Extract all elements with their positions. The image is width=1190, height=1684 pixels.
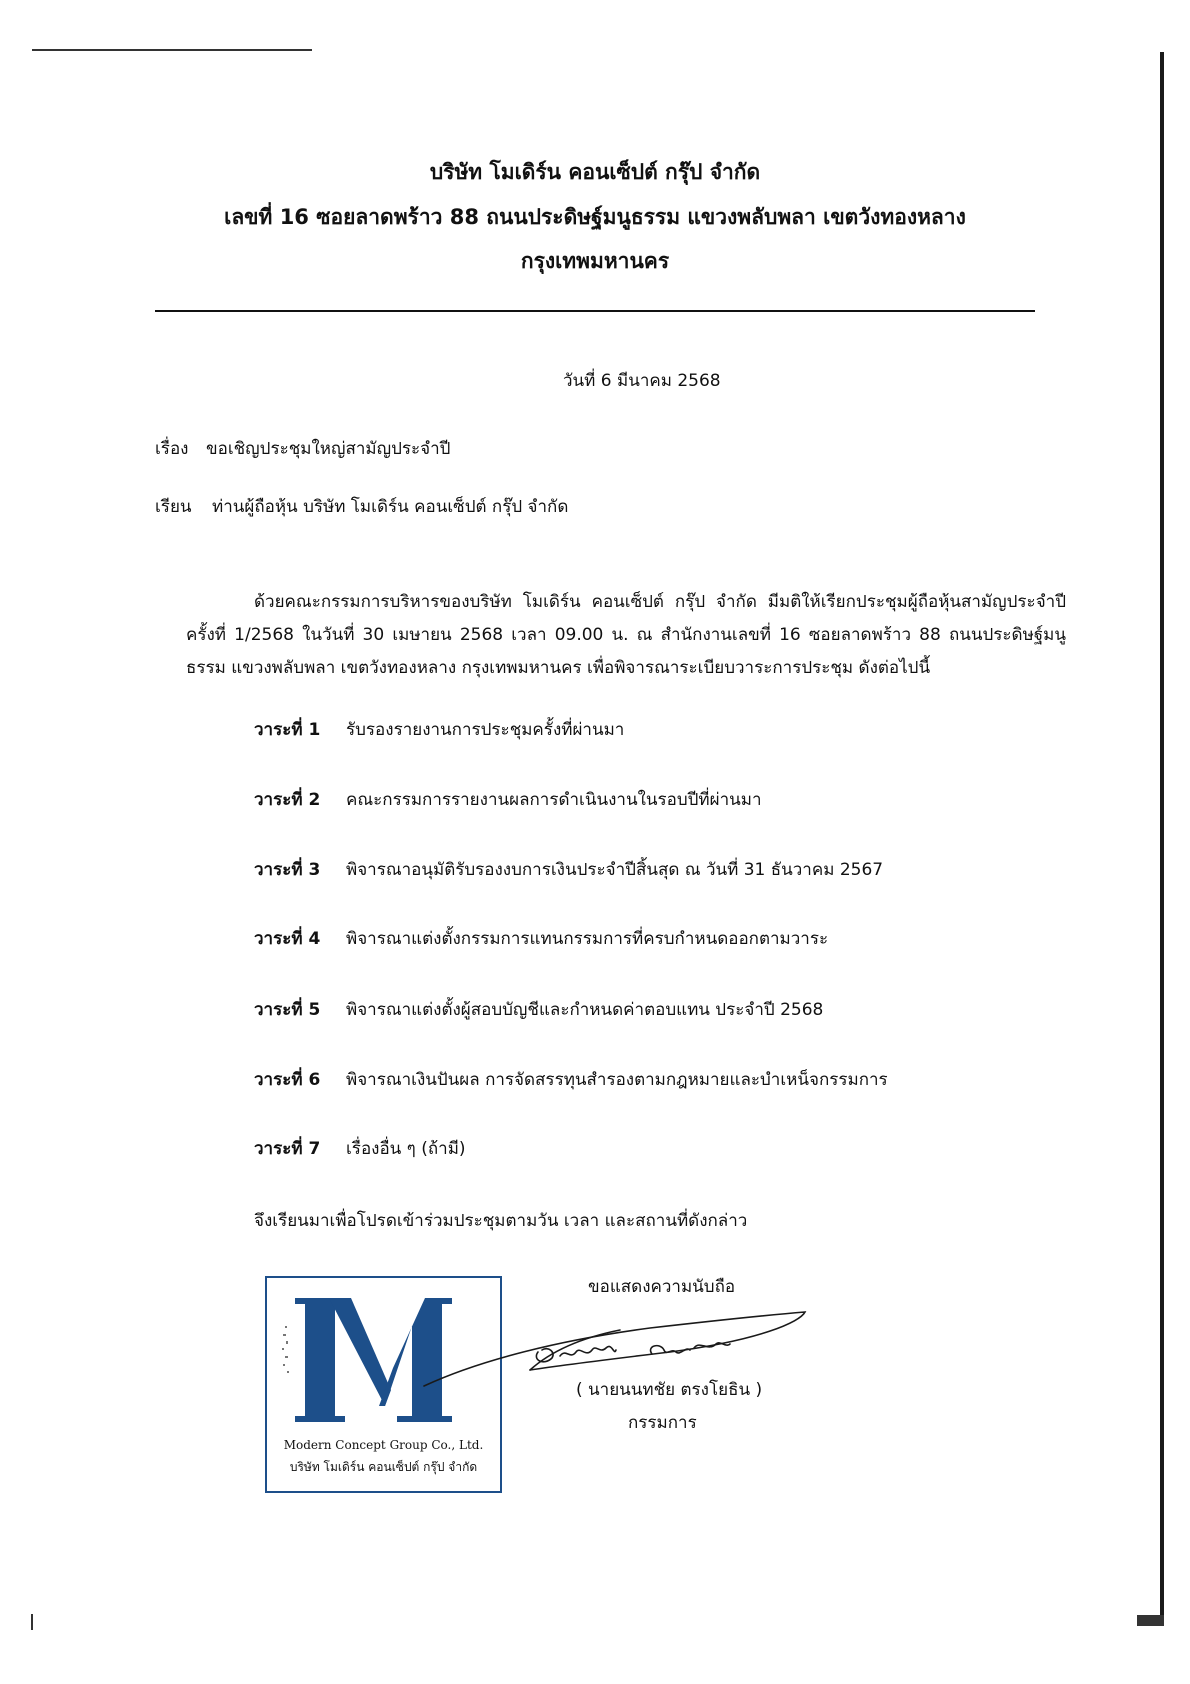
agenda-number: วาระที่ 2	[254, 790, 321, 810]
agenda-item: พิจารณาอนุมัติรับรองงบการเงินประจำปีสิ้นสุด ณ วันที่ 31 ธันวาคม 2567	[346, 860, 884, 880]
agenda-number: วาระที่ 5	[254, 1000, 321, 1020]
agenda-number: วาระที่ 6	[254, 1070, 321, 1090]
subject-label: เรื่อง	[155, 439, 189, 459]
scan-edge-mark	[31, 1614, 33, 1630]
closing-text: จึงเรียนมาเพื่อโปรดเข้าร่วมประชุมตามวัน เวลา และสถานที่ดังกล่าว	[254, 1211, 748, 1231]
company-address: เลขที่ 16 ซอยลาดพร้าว 88 ถนนประดิษฐ์มนูธรรม แขวงพลับพลา เขตวังทองหลาง	[224, 205, 966, 229]
agenda-item: พิจารณาเงินปันผล การจัดสรรทุนสำรองตามกฎหมายและบำเหน็จกรรมการ	[346, 1070, 888, 1090]
header-divider	[155, 310, 1035, 312]
agenda-item: คณะกรรมการรายงานผลการดำเนินงานในรอบปีที่ผ่านมา	[346, 790, 762, 810]
signer-title: กรรมการ	[628, 1413, 697, 1433]
company-city: กรุงเทพมหานคร	[520, 249, 670, 273]
letter-date: วันที่ 6 มีนาคม 2568	[563, 371, 721, 391]
subject-text: ขอเชิญประชุมใหญ่สามัญประจำปี	[206, 439, 451, 459]
company-name: บริษัท โมเดิร์น คอนเซ็ปต์ กรุ๊ป จำกัด	[429, 160, 761, 184]
agenda-number: วาระที่ 4	[254, 929, 321, 949]
closing-regards: ขอแสดงความนับถือ	[588, 1277, 736, 1297]
agenda-item: รับรองรายงานการประชุมครั้งที่ผ่านมา	[346, 720, 625, 740]
agenda-number: วาระที่ 7	[254, 1139, 321, 1159]
scan-edge-line	[32, 49, 312, 51]
agenda-number: วาระที่ 3	[254, 860, 321, 880]
agenda-item: พิจารณาแต่งตั้งผู้สอบบัญชีและกำหนดค่าตอบแทน ประจำปี 2568	[346, 1000, 824, 1020]
agenda-item: เรื่องอื่น ๆ (ถ้ามี)	[346, 1139, 466, 1159]
agenda-number: วาระที่ 1	[254, 720, 321, 740]
agenda-item: พิจารณาแต่งตั้งกรรมการแทนกรรมการที่ครบกำหนดออกตามวาระ	[346, 929, 829, 949]
seal-name-th: บริษัท โมเดิร์น คอนเซ็ปต์ กรุ๊ป จำกัด	[289, 1460, 478, 1474]
recipient-label: เรียน	[155, 497, 192, 517]
body-paragraph: ด้วยคณะกรรมการบริหารของบริษัท โมเดิร์น คอนเซ็ปต์ กรุ๊ป จำกัด มีมติให้เรียกประชุมผู้ถือหุ้นสามัญประจำปี ครั้งที่ 1/2568 ในวันที่ 30 เมษายน 2568 เวลา 09.00 น. ณ สำนักงานเลขที่ 16 ซอยลาดพร้าว 88 ถนนประดิษฐ์มนูธรรม แขวงพลับพลา เขตวังทองหลาง กรุงเทพมหานคร เพื่อพิจารณาระเบียบวาระการประชุม ดังต่อไปนี้	[186, 592, 1066, 678]
seal-name-en: Modern Concept Group Co., Ltd.	[283, 1438, 484, 1452]
scan-edge-mark	[1137, 1615, 1164, 1626]
scan-edge-shadow	[1160, 52, 1164, 1617]
signer-name: ( นายนนทชัย ตรงโยธิน )	[576, 1380, 763, 1400]
recipient-text: ท่านผู้ถือหุ้น บริษัท โมเดิร์น คอนเซ็ปต์ กรุ๊ป จำกัด	[212, 497, 569, 517]
